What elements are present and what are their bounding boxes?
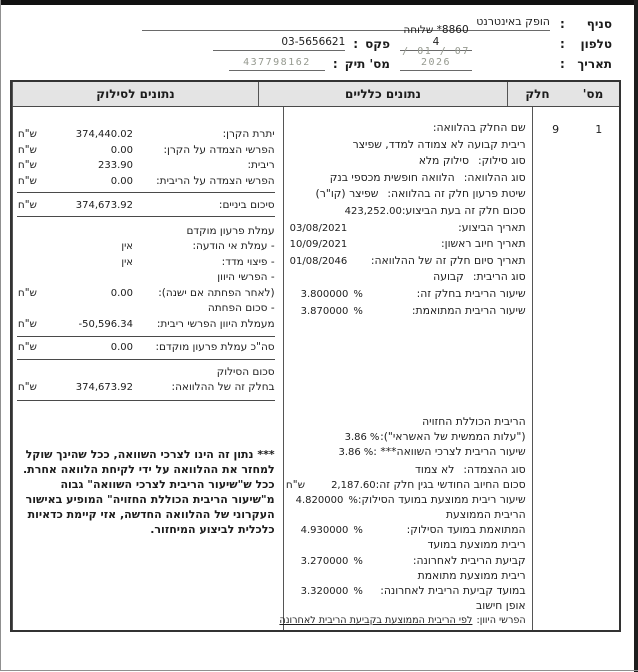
- column-header-general-data: נתונים כלליים: [258, 82, 507, 106]
- settlement-row: [17, 340, 275, 356]
- field-label: שיעור הריבית בחלק זה:: [416, 286, 526, 300]
- settlement-row: [17, 380, 275, 396]
- field-value: 0.00: [110, 144, 133, 156]
- field-value: לפי הריבית הממוצעת בקביעת הריבית לאחרונה: [279, 614, 473, 626]
- field-label: ("עלות הממשית של האשראי"):: [380, 429, 526, 443]
- field-value: 2,187.60: [331, 480, 376, 492]
- phone-label: [560, 37, 612, 51]
- field-value: 233.90: [98, 160, 133, 171]
- settlement-row: [17, 174, 275, 190]
- general-data-row: [288, 492, 526, 507]
- field-value: קבועה: [433, 270, 464, 284]
- settlement-row: [17, 239, 275, 255]
- field-value: -50,596.34: [78, 318, 133, 330]
- settlement-row: [17, 127, 275, 143]
- table-header-row: [12, 82, 619, 107]
- case-number-label: [333, 57, 390, 71]
- settlement-row: [17, 143, 275, 159]
- general-data-row: [288, 553, 526, 568]
- settlement-row: [17, 301, 275, 317]
- field-label: שיעור הריבית המתואמת:: [411, 303, 526, 317]
- field-label: סה"כ עמלת פרעון מוקדם:: [155, 341, 275, 353]
- currency-label: ש"ח: [17, 159, 37, 171]
- field-label: ריבית:: [247, 159, 275, 171]
- percent-sign: %: [353, 288, 363, 300]
- note-line: מ"שיעור הריבית הכוללת החזויה" המופיע באישור: [25, 492, 275, 506]
- general-data-row: [288, 153, 526, 170]
- settlement-group: [17, 193, 275, 217]
- field-label: - סכום הפחתה: [207, 302, 275, 314]
- field-label: סוג סילוק:: [477, 154, 526, 168]
- general-data-row: [288, 303, 526, 320]
- note-line: ככל ש"שיעור הריבית לצרכי השוואה" גבוה: [60, 477, 275, 491]
- general-data-row: [288, 414, 526, 429]
- general-data-row: [288, 186, 526, 203]
- field-label: סכום הסילוק: [216, 365, 275, 378]
- field-label: - פיצוי מדד:: [221, 255, 275, 268]
- settlement-data-cell: [12, 107, 283, 630]
- settlement-group: [17, 360, 275, 401]
- field-label: הפרשי הצמדה על הריבית:: [156, 174, 275, 187]
- field-label: - עמלת אי הודעה:: [192, 240, 275, 252]
- field-label: סיכום ביניים:: [218, 199, 275, 211]
- fax-label: [353, 37, 390, 51]
- date-case-row: [26, 46, 612, 71]
- field-label: תאריך הביצוע:: [458, 220, 526, 234]
- general-data-row: [288, 269, 526, 286]
- note-line: *** נתון זה הינו לצרכי השוואה, ככל שהינך שוקל: [25, 447, 275, 461]
- field-label: שיעור ריבית ממוצעת במועד הסילוק:: [357, 493, 526, 507]
- field-value: 3.870000: [300, 305, 349, 317]
- field-value: לא צמוד: [414, 462, 455, 476]
- comparison-note: [17, 447, 275, 537]
- field-label: תאריך סיום חלק זה של ההלוואה:: [370, 253, 526, 267]
- general-data-row: [288, 236, 526, 253]
- settlement-group: [17, 337, 275, 360]
- settlement-row: [17, 286, 275, 302]
- field-label: יתרת הקרן:: [222, 128, 275, 140]
- general-data-block2: [279, 414, 526, 628]
- field-label: שם החלק בהלוואה:: [432, 121, 526, 134]
- date-label-text: תאריך: [577, 57, 612, 71]
- branch-value: הופק באינטרנט: [142, 15, 550, 31]
- currency-label: ש"ח: [285, 479, 306, 492]
- colon: :: [353, 37, 359, 51]
- branch-row: [26, 11, 612, 31]
- field-value: 3.86: [344, 431, 367, 443]
- field-label: עמלת פרעון מוקדם: [186, 224, 275, 237]
- general-data-row: [288, 220, 526, 237]
- percent-sign: %: [353, 555, 363, 567]
- phone-value: ‎*8860 שלוחה 4: [400, 24, 472, 51]
- percent-sign: %: [369, 431, 380, 443]
- fax-label-text: פקס: [365, 37, 390, 51]
- field-value: סילוק מלא: [418, 154, 469, 168]
- settlement-row: [17, 158, 275, 174]
- note-line: למחזר את ההלוואה על ידי לקיחת הלוואה אחרת.: [23, 462, 275, 476]
- field-label: סוג הריבית:: [472, 270, 526, 284]
- field-value: 4.820000: [295, 495, 344, 507]
- field-label: ריבית ממוצעת מתואמת: [417, 568, 526, 582]
- field-label: שיטת פרעון חלק זה בהלוואה:: [387, 187, 526, 201]
- settlement-row: [17, 317, 275, 333]
- column-header-part: חלק: [507, 82, 567, 106]
- field-label: סוג ההלוואה:: [463, 170, 526, 184]
- percent-sign: %: [348, 495, 358, 507]
- field-label: הריבית הממוצעת: [445, 508, 526, 522]
- field-label: סכום החיוב החודשי בגין חלק זה:: [375, 478, 526, 492]
- currency-label: ש"ח: [17, 317, 37, 330]
- document-header: [26, 11, 612, 71]
- percent-sign: %: [353, 525, 363, 537]
- field-value: 01/08/2046: [289, 255, 348, 267]
- field-value: 4.930000: [300, 525, 349, 537]
- column-header-settlement-data: נתונים לסילוק: [12, 82, 258, 106]
- general-data-row: [288, 429, 526, 444]
- field-label: הפרשי הצמדה על הקרן:: [163, 143, 275, 156]
- general-data-row: [288, 253, 526, 270]
- branch-label-text: סניף: [586, 17, 612, 31]
- field-label: תאריך חיוב ראשון:: [441, 237, 526, 251]
- general-data-cell: [279, 107, 532, 630]
- field-label: שיעור הריבית לצרכי השוואה*** :: [373, 444, 526, 458]
- percent-sign: %: [353, 305, 363, 317]
- field-label: אופן חישוב: [476, 598, 526, 612]
- colon: :: [560, 57, 565, 71]
- field-label: בחלק זה של ההלוואה:: [171, 381, 275, 393]
- general-data-row: [288, 203, 526, 220]
- field-value: 374,440.02: [75, 129, 133, 140]
- date-label: [560, 57, 612, 71]
- field-value: שפיצר (קו"ר): [315, 187, 379, 201]
- settlement-row: [17, 224, 275, 240]
- general-data-row: [288, 170, 526, 187]
- phone-label-text: טלפון: [580, 37, 612, 51]
- field-value: 423,252.00: [344, 205, 402, 217]
- currency-label: ש"ח: [17, 143, 37, 156]
- currency-label: ש"ח: [17, 341, 37, 353]
- currency-label: ש"ח: [17, 199, 37, 211]
- settlement-group: [17, 107, 275, 193]
- field-label: (לאחר הפחתה אם ישנה):: [158, 286, 275, 299]
- field-label: ריבית ממוצעת במועד: [427, 538, 526, 552]
- general-data-row: [288, 286, 526, 303]
- column-header-number: מס': [582, 87, 604, 101]
- date-value: 07 / 01 / 2026: [400, 46, 472, 71]
- field-value: 0.00: [110, 342, 133, 353]
- general-data-row: [288, 120, 526, 137]
- general-data-row: [288, 568, 526, 583]
- field-value: אין: [121, 241, 133, 252]
- field-label: ריבית קבועה לא צמודה למדד, שפיצר: [352, 137, 526, 151]
- loan-details-table: [10, 80, 621, 632]
- currency-label: ש"ח: [17, 286, 37, 299]
- general-data-row: [288, 507, 526, 522]
- field-label: הריבית הכוללת החזויה: [422, 414, 526, 428]
- field-value: 3.800000: [300, 288, 349, 300]
- note-line: כלכלית לביצוע המיחזור.: [150, 522, 275, 536]
- general-data-row: [288, 444, 526, 459]
- field-label: סוג ההצמדה:: [463, 462, 526, 476]
- general-data-row: [288, 583, 526, 598]
- field-value: אין: [121, 256, 133, 268]
- field-label: מעמלת היוון הפרשי ריבית:: [156, 317, 275, 330]
- percent-sign: %: [353, 585, 363, 597]
- field-value: הלוואה חופשית מכספי בנק: [329, 170, 455, 184]
- general-data-row: [288, 598, 526, 613]
- loan-number-cell: 1: [595, 123, 603, 136]
- branch-label: [560, 17, 612, 31]
- general-data-row: [288, 537, 526, 552]
- case-number-label-text: מס' תיק: [344, 57, 390, 71]
- field-value: 3.270000: [300, 555, 349, 567]
- settlement-row: [17, 365, 275, 381]
- general-data-row: [288, 522, 526, 537]
- field-value: 10/09/2021: [289, 239, 348, 251]
- general-data-row: [288, 137, 526, 154]
- general-data-row: [285, 477, 526, 492]
- case-number-value: 437798162: [229, 57, 325, 71]
- page-right-edge: [634, 0, 638, 672]
- settlement-row: [17, 270, 275, 286]
- percent-sign: %: [363, 446, 374, 458]
- general-data-row: [288, 462, 526, 477]
- currency-label: ש"ח: [17, 128, 37, 140]
- page-top-bar: [0, 0, 638, 5]
- settlement-row: [17, 198, 275, 214]
- table-body-row: [12, 107, 619, 630]
- field-label: במועד קביעת הריבית לאחרונה:: [380, 583, 526, 597]
- field-value: 0.00: [110, 287, 133, 299]
- field-label: קביעת הריבית לאחרונה:: [412, 553, 526, 567]
- field-value: 03/08/2021: [289, 222, 348, 234]
- settlement-row: [17, 255, 275, 271]
- field-value: 374,673.92: [75, 200, 133, 211]
- colon: :: [560, 17, 565, 31]
- general-data-row: [279, 613, 526, 628]
- field-value: 3.86: [338, 446, 361, 458]
- note-line: העקרוני של ההלוואה החדשה, אזי קיימת כדאיות: [27, 507, 275, 521]
- field-label: הפרשי היוון:: [476, 614, 526, 626]
- field-value: 374,673.92: [75, 382, 133, 393]
- field-label: - הפרשי היוון: [217, 271, 275, 283]
- currency-label: ש"ח: [17, 174, 37, 187]
- colon: :: [560, 37, 565, 51]
- field-label: המתואמת במועד הסילוק:: [406, 523, 526, 537]
- colon: :: [332, 57, 338, 71]
- field-value: 3.320000: [300, 585, 349, 597]
- field-label: סכום חלק זה בעת הביצוע:: [401, 203, 526, 217]
- field-value: 0.00: [110, 175, 133, 187]
- settlement-group: [17, 217, 275, 338]
- currency-label: ש"ח: [17, 381, 37, 393]
- general-data-block1: [288, 120, 526, 319]
- loan-part-cell: 9: [532, 107, 579, 630]
- fax-value: 03-5656621: [213, 36, 345, 51]
